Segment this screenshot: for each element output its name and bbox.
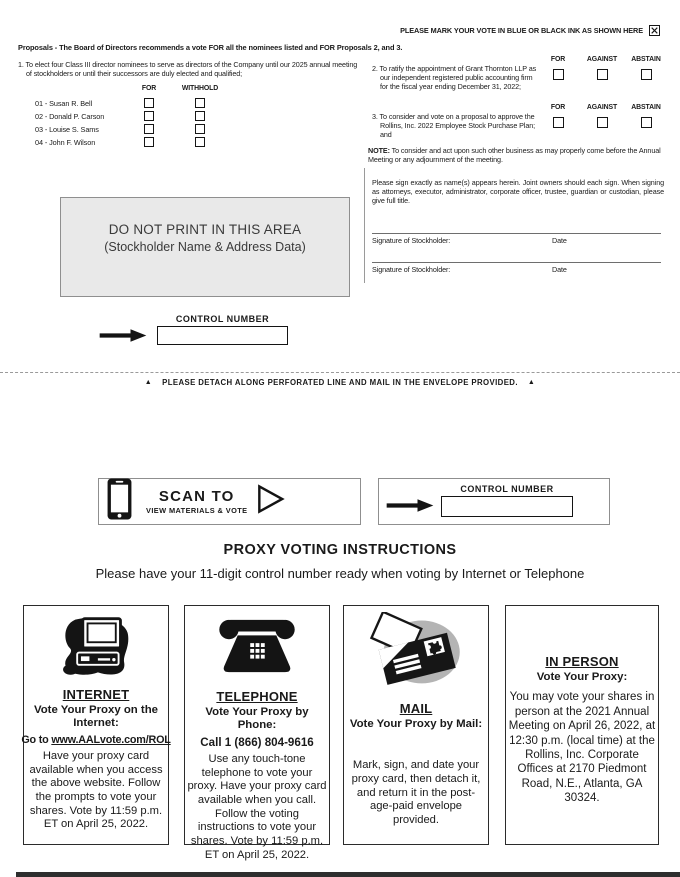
method-subheading: Vote Your Proxy by Phone:	[205, 706, 309, 732]
mail-method-box	[343, 605, 489, 845]
checkbox-proposal2-against[interactable]	[597, 69, 608, 80]
telephone-icon	[218, 618, 296, 681]
scan-line1: SCAN TO	[158, 487, 235, 505]
checkbox-nominee-02-withhold[interactable]	[195, 111, 205, 121]
column-header-abstain: ABSTAIN	[631, 56, 661, 63]
scan-to-vote-box	[98, 478, 361, 525]
x-mark-icon	[649, 25, 660, 36]
computer-icon	[58, 614, 134, 683]
checkbox-nominee-04-for[interactable]	[144, 137, 154, 147]
checkbox-proposal2-for[interactable]	[553, 69, 564, 80]
proposal-1-text: 1. To elect four Class III director nominees to serve as directors of the Company until our 2025 annual meeting of stockholders or until their successors are duly elected and qualified;	[18, 60, 358, 79]
do-not-print-line1: DO NOT PRINT IN THIS AREA	[108, 222, 302, 237]
column-header-for: FOR	[141, 85, 157, 92]
column-header-abstain: ABSTAIN	[631, 104, 661, 111]
method-subheading: Vote Your Proxy on the Internet:	[33, 704, 159, 730]
instructions-subtitle: Please have your 11-digit control number ready when voting by Internet or Telephone	[95, 566, 585, 581]
date-label: Date	[552, 265, 567, 274]
instructions-title: PROXY VOTING INSTRUCTIONS	[223, 542, 457, 558]
signature-label: Signature of Stockholder:	[372, 265, 451, 274]
control-number-field[interactable]	[157, 326, 288, 345]
column-header-withhold: WITHHOLD	[181, 85, 219, 92]
method-heading: TELEPHONE	[216, 689, 298, 704]
address-area-box	[60, 197, 350, 297]
triangle-up-icon: ▲	[527, 379, 536, 386]
checkbox-proposal2-abstain[interactable]	[641, 69, 652, 80]
signature-label: Signature of Stockholder:	[372, 236, 451, 245]
control-number-label: CONTROL NUMBER	[175, 314, 270, 324]
page-bottom-edge	[16, 872, 680, 877]
checkbox-nominee-01-withhold[interactable]	[195, 98, 205, 108]
column-header-for: FOR	[550, 104, 566, 111]
perforation-line	[0, 372, 680, 373]
sign-instruction: Please sign exactly as name(s) appears herein. Joint owners should each sign. When signing as attorneys, executor, administrator, corporate officer, trustee, guardian or custodian, please give full title.	[372, 178, 664, 206]
method-subheading: Vote Your Proxy by Mail:	[349, 718, 483, 730]
board-recommendation: Proposals - The Board of Directors recommends a vote FOR all the nominees listed and FOR Proposals 2, and 3.	[18, 43, 403, 52]
nominee-label: 04 - John F. Wilson	[35, 138, 96, 147]
note-label: NOTE:	[368, 146, 390, 155]
checkbox-nominee-02-for[interactable]	[144, 111, 154, 121]
method-subheading: Vote Your Proxy:	[536, 671, 628, 683]
control-number-box	[378, 478, 610, 525]
smartphone-icon	[107, 478, 132, 525]
proposal-3-text: 3. To consider and vote on a proposal to approve the Rollins, Inc. 2022 Employee Stock Purchase Plan; and	[372, 112, 536, 140]
envelope-icon	[362, 612, 470, 695]
date-label: Date	[552, 236, 567, 245]
control-number-label: CONTROL NUMBER	[460, 484, 554, 494]
method-body: You may vote your shares in person at the 2021 Annual Meeting on April 26, 2022, at 12:30 p.m. (local time) at the Rollins, Inc. Corporate Offices at 2170 Piedmont Road, N.E., Atlanta, GA 30324.	[508, 691, 656, 805]
scan-line2: VIEW MATERIALS & VOTE	[146, 505, 248, 515]
method-heading: IN PERSON	[545, 654, 619, 669]
nominee-label: 01 - Susan R. Bell	[35, 99, 93, 108]
internet-method-box	[23, 605, 169, 845]
arrow-right-icon	[384, 498, 436, 518]
telephone-method-box	[184, 605, 330, 861]
nominee-label: 03 - Louise S. Sams	[35, 125, 99, 134]
signature-line-1[interactable]	[372, 233, 661, 234]
method-heading: MAIL	[399, 701, 433, 716]
method-body: Mark, sign, and date your proxy card, then detach it, and return it in the post-age-paid envelope provided.	[351, 759, 481, 827]
column-divider	[364, 168, 365, 283]
column-header-against: AGAINST	[586, 104, 618, 111]
control-number-field[interactable]	[441, 496, 573, 517]
signature-labels-2	[372, 265, 661, 274]
method-body: Use any touch-tone telephone to vote your proxy. Have your proxy card available when you call. Follow the voting instructions to vote your shares. Vote by 11:59 p.m. ET on April 25, 2022.	[187, 752, 327, 861]
proposal-2-text: 2. To ratify the appointment of Grant Thornton LLP as our independent registered public accounting firm for the fiscal year ending December 31, 2022;	[372, 64, 537, 92]
play-triangle-icon[interactable]	[257, 484, 285, 519]
do-not-print-line2: (Stockholder Name & Address Data)	[104, 240, 306, 254]
checkbox-nominee-03-withhold[interactable]	[195, 124, 205, 134]
checkbox-proposal3-against[interactable]	[597, 117, 608, 128]
phone-number[interactable]: Call 1 (866) 804-9616	[200, 735, 314, 749]
mark-instruction-row	[400, 25, 660, 36]
checkbox-nominee-01-for[interactable]	[144, 98, 154, 108]
triangle-up-icon: ▲	[144, 379, 153, 386]
checkbox-nominee-03-for[interactable]	[144, 124, 154, 134]
detach-text: PLEASE DETACH ALONG PERFORATED LINE AND MAIL IN THE ENVELOPE PROVIDED.	[162, 378, 518, 387]
scan-text-block	[146, 489, 247, 515]
vote-url-link[interactable]: www.AALvote.com/ROL	[51, 733, 171, 746]
vote-url-line: Go to www.AALvote.com/ROL	[21, 733, 171, 746]
note-text: NOTE: To consider and act upon such other business as may properly come before the Annual Meeting or any adjournment of the meeting.	[368, 146, 661, 165]
column-header-against: AGAINST	[586, 56, 618, 63]
nominee-label: 02 - Donald P. Carson	[35, 112, 105, 121]
mark-instruction-text: PLEASE MARK YOUR VOTE IN BLUE OR BLACK INK AS SHOWN HERE	[400, 26, 643, 35]
arrow-right-icon	[97, 328, 149, 348]
signature-line-2[interactable]	[372, 262, 661, 263]
checkbox-proposal3-abstain[interactable]	[641, 117, 652, 128]
checkbox-proposal3-for[interactable]	[553, 117, 564, 128]
method-body: Have your proxy card available when you access the above website. Follow the prompts to vote your shares. Vote by 11:59 p.m. ET on April 25, 2022.	[29, 749, 163, 831]
column-header-for: FOR	[550, 56, 566, 63]
method-heading: INTERNET	[62, 687, 130, 702]
checkbox-nominee-04-withhold[interactable]	[195, 137, 205, 147]
detach-instruction	[0, 378, 680, 387]
signature-labels-1	[372, 236, 661, 245]
in-person-method-box	[505, 605, 659, 845]
